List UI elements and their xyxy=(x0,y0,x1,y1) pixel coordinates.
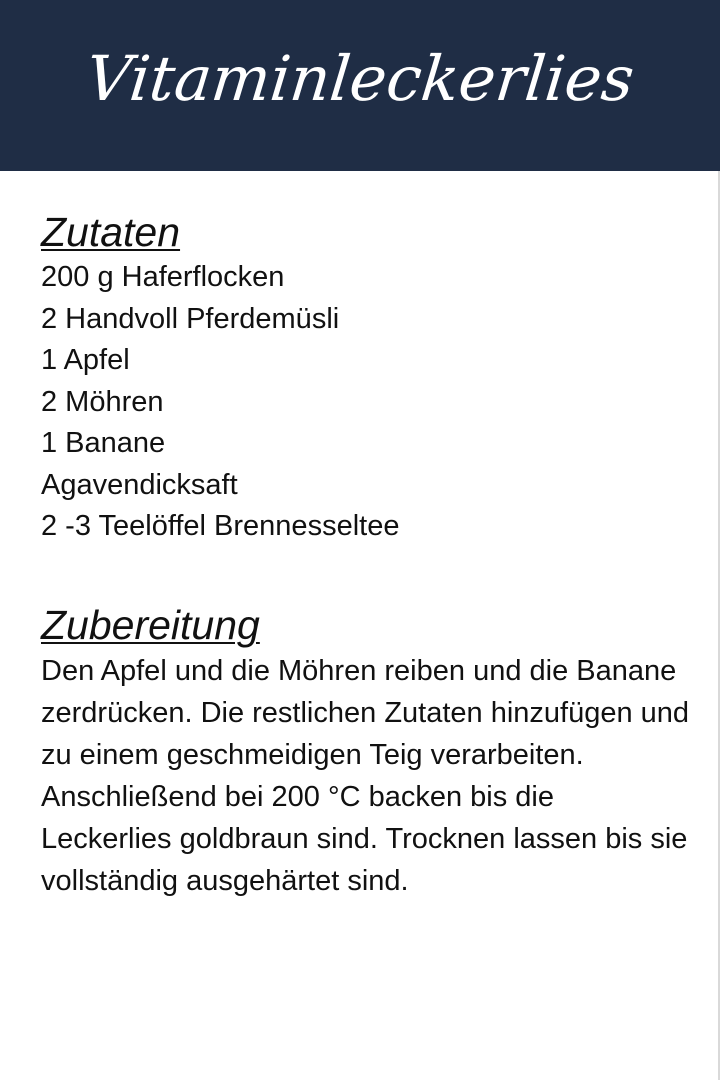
ingredient-item: 2 Möhren xyxy=(41,385,164,418)
ingredient-item: 1 Banane xyxy=(41,427,166,459)
ingredient-item: 2 Handvoll Pferdemüsli xyxy=(41,302,340,335)
ingredients-list xyxy=(41,257,691,548)
header-banner xyxy=(0,0,720,171)
ingredient-item: 200 g Haferflocken xyxy=(41,261,285,293)
preparation-section xyxy=(41,600,691,902)
ingredient-item: 1 Apfel xyxy=(41,344,130,376)
ingredient-item: 2 -3 Teelöffel Brennesseltee xyxy=(41,510,400,542)
ingredients-heading: Zutaten xyxy=(41,209,181,255)
ingredient-item: Agavendicksaft xyxy=(41,468,238,501)
preparation-heading: Zubereitung xyxy=(41,601,260,648)
recipe-title: Vitaminleckerlies xyxy=(82,42,638,115)
preparation-text: Den Apfel und die Möhren reiben und die Banane zerdrücken. Die restlichen Zutaten hinzufügen und zu einem geschmeidigen Teig verarbeiten. Anschließend bei 200 °C backen bis die Leckerlies goldbraun sind. Trocknen lassen bis sie vollständig ausgehärtet sind. xyxy=(41,654,690,897)
ingredients-section xyxy=(41,207,691,548)
recipe-content xyxy=(41,207,691,902)
